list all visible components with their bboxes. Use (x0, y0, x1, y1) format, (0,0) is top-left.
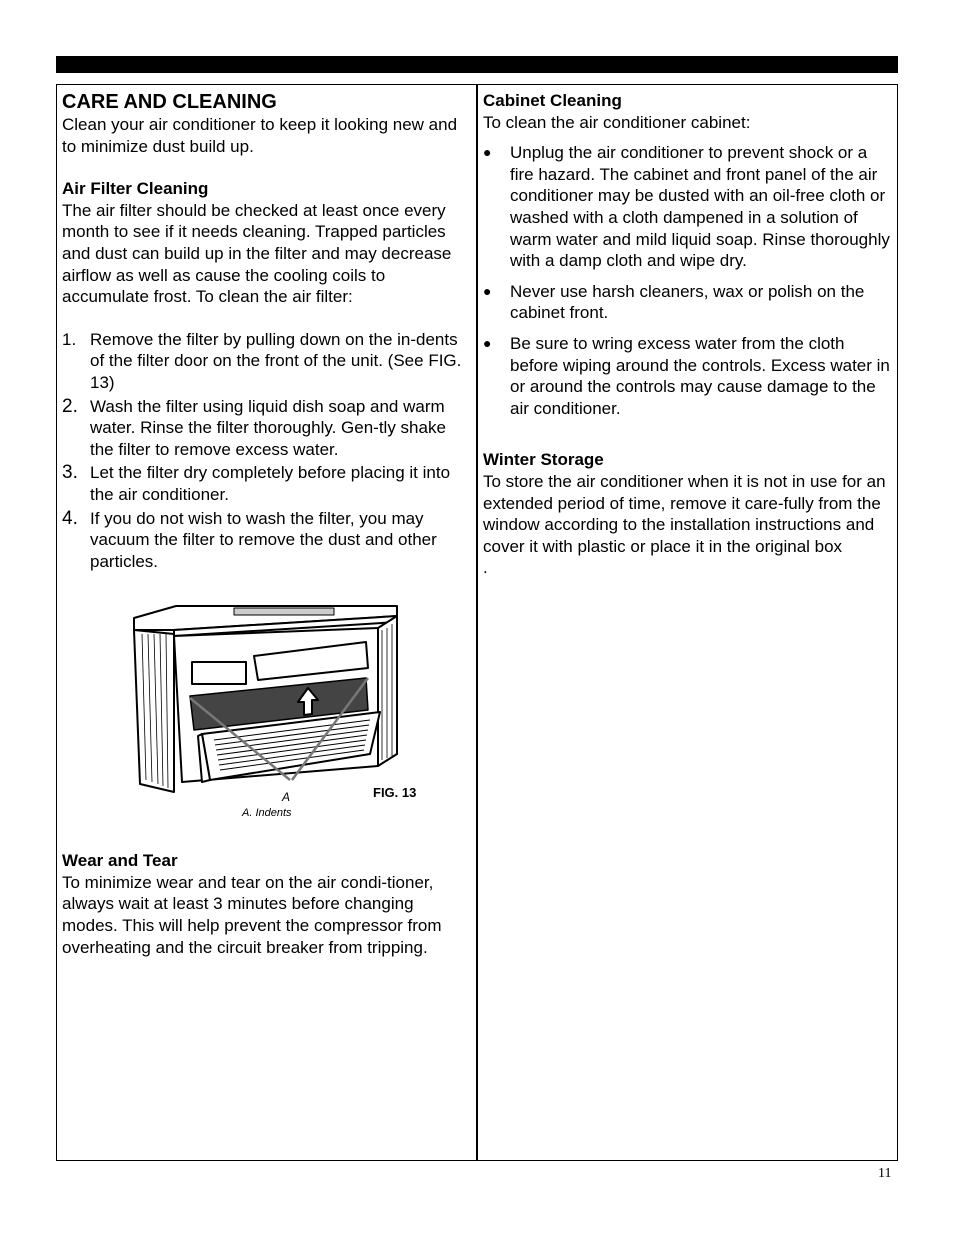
step-number: 2. (62, 395, 78, 417)
bullet-text: Never use harsh cleaners, wax or polish on the cabinet front. (510, 281, 865, 323)
bullet-text: Be sure to wring excess water from the cloth before wiping around the controls. Excess water in or around the controls may cause damage to the air conditioner. (510, 333, 890, 418)
list-item (483, 333, 893, 419)
winter-heading: Winter Storage (483, 450, 604, 470)
list-item (62, 508, 468, 573)
list-item (483, 142, 893, 272)
bullet-icon: ● (483, 144, 492, 161)
list-item (483, 281, 893, 324)
step-text: Let the filter dry completely before placing it into the air conditioner. (90, 463, 451, 504)
step-text: Wash the filter using liquid dish soap and warm water. Rinse the filter thoroughly. Gen-tly shake the filter to remove excess water. (90, 396, 446, 459)
figure-caption: FIG. 13 (373, 785, 417, 801)
cabinet-bullet-list (483, 142, 893, 419)
list-item (62, 396, 468, 461)
cabinet-heading: Cabinet Cleaning (483, 91, 622, 110)
step-text: If you do not wish to wash the filter, you may vacuum the filter to remove the dust and other particles. (90, 508, 437, 571)
list-item (62, 462, 468, 505)
page-number: 11 (878, 1166, 892, 1181)
list-item (62, 329, 468, 394)
bullet-text: Unplug the air conditioner to prevent shock or a fire hazard. The cabinet and front panel of the air conditioner may be dusted with an oil-free cloth or washed with a cloth dampened in a solution of warm water and mild liquid soap. Rinse thoroughly with a damp cloth and wipe dry. (510, 143, 890, 271)
wear-heading: Wear and Tear (62, 851, 178, 871)
bullet-icon: ● (483, 334, 492, 351)
wear-body: To minimize wear and tear on the air condi-tioner, always wait at least 3 minutes before changing modes. This will help prevent the compressor from overheating and the circuit breaker from tripping. (62, 872, 442, 957)
figure-callout-label: A. Indents (242, 807, 292, 820)
step-number: 3. (62, 462, 78, 484)
step-number: 4. (62, 507, 78, 529)
air-filter-heading: Air Filter Cleaning (62, 179, 209, 199)
air-filter-body: The air filter should be checked at least once every month to see if it needs cleaning. Trapped particles and dust can build up in the filter and may decrease airflow as well as cause the cooling coils to accumulate frost. To clean the air filter: (62, 200, 452, 307)
intro-text: Clean your air conditioner to keep it looking new and to minimize dust build up. (62, 115, 458, 156)
filter-steps-list (62, 329, 468, 573)
winter-body: To store the air conditioner when it is not in use for an extended period of time, remove it care-fully from the window according to the installation instructions and cover it with plastic or place it in the original box (483, 471, 886, 556)
section-title: CARE AND CLEANING (62, 91, 277, 113)
right-column (483, 90, 893, 579)
step-number: 1. (62, 329, 77, 349)
left-column (62, 90, 468, 958)
figure-13 (62, 594, 442, 829)
winter-trailing: . (483, 558, 488, 578)
column-divider (476, 84, 478, 1161)
bullet-icon: ● (483, 282, 492, 299)
figure-callout: A (282, 790, 291, 805)
header-bar (56, 56, 898, 73)
cabinet-intro: To clean the air conditioner cabinet: (483, 112, 751, 132)
step-text: Remove the filter by pulling down on the in-dents of the filter door on the front of the unit. (See FIG. 13) (90, 329, 462, 392)
